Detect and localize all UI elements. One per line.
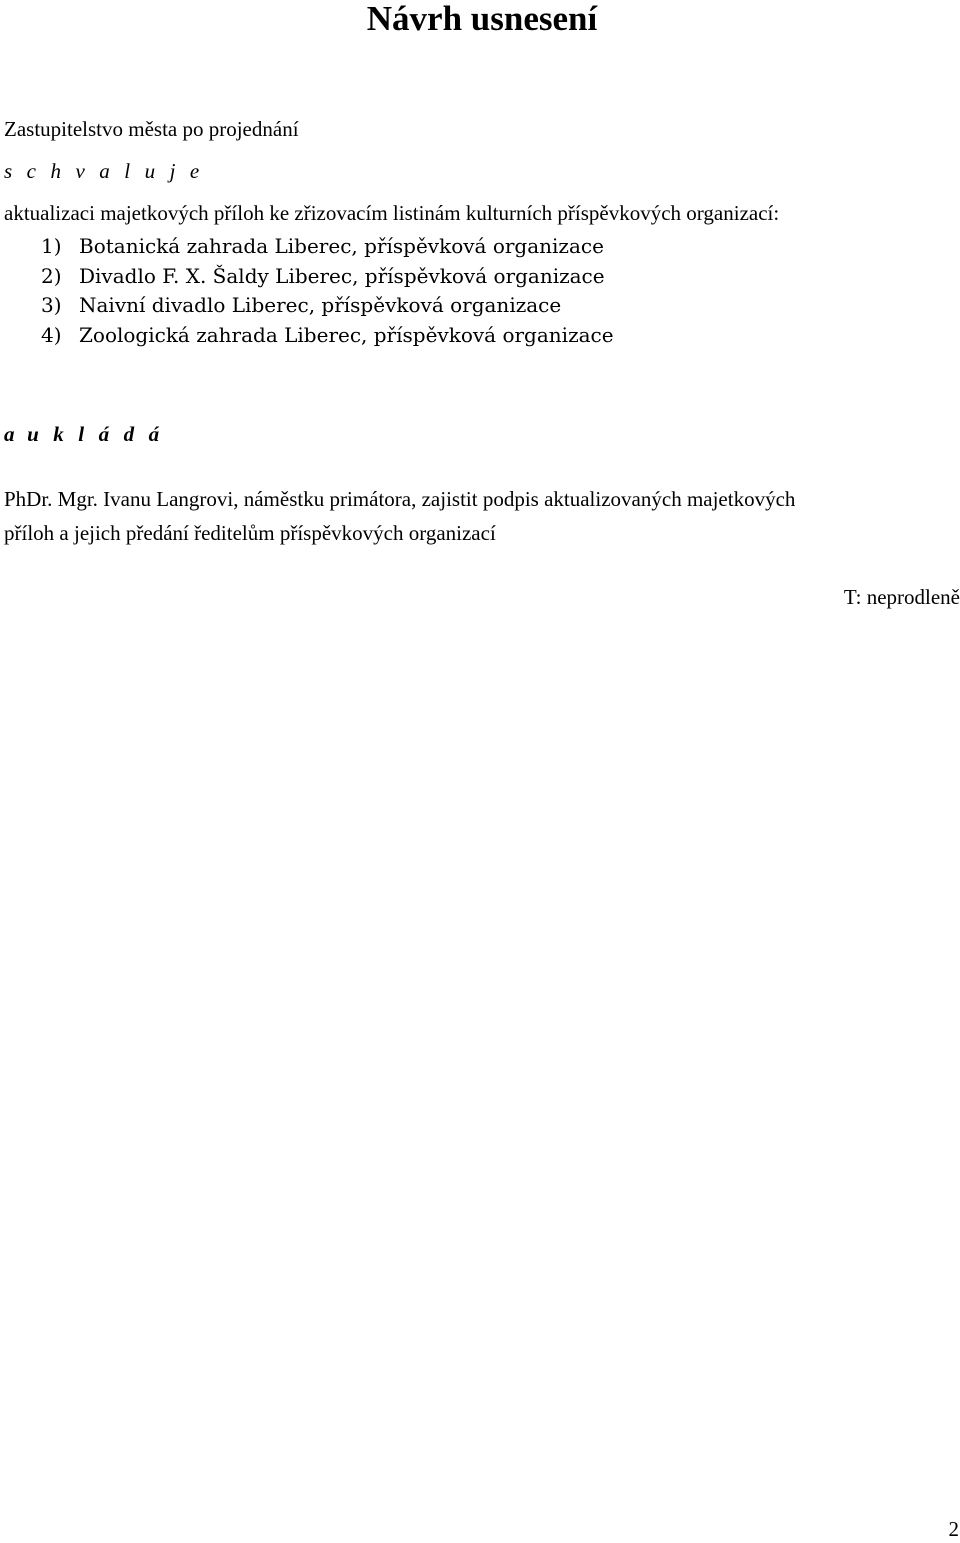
task-keyword-a: a [4, 422, 20, 446]
task-text-line-1: PhDr. Mgr. Ivanu Langrovi, náměstku primátora, zajistit podpis aktualizovaných majetkových [4, 487, 796, 511]
list-item [41, 232, 614, 262]
resolution-subject: aktualizaci majetkových příloh ke zřizovacím listinám kulturních příspěvkových organizací: [4, 201, 780, 225]
list-item [41, 321, 614, 351]
task-keyword: u k l á d á [27, 422, 164, 446]
list-item-name: Botanická zahrada Liberec, příspěvková organizace [79, 234, 604, 258]
list-item-number: 3) [41, 293, 62, 317]
organization-list [41, 232, 614, 350]
approve-keyword: s c h v a l u j e [4, 159, 204, 183]
list-item-number: 2) [41, 263, 62, 288]
page-number: 2 [948, 1517, 959, 1541]
deadline: T: neprodleně [843, 585, 960, 609]
task-keyword-line [4, 420, 164, 448]
list-item [41, 291, 614, 321]
list-item-number: 4) [41, 322, 62, 347]
intro-text: Zastupitelstvo města po projednání [4, 117, 299, 141]
list-item [41, 262, 614, 292]
list-item-name: Zoologická zahrada Liberec, příspěvková organizace [79, 322, 614, 347]
page-title: Návrh usnesení [366, 0, 598, 38]
task-text [4, 482, 960, 550]
list-item-name: Divadlo F. X. Šaldy Liberec, příspěvková organizace [79, 263, 605, 288]
task-text-line-2: příloh a jejich předání ředitelům příspěvkových organizací [4, 521, 496, 545]
list-item-name: Naivní divadlo Liberec, příspěvková organizace [79, 293, 562, 317]
list-item-number: 1) [41, 234, 62, 258]
